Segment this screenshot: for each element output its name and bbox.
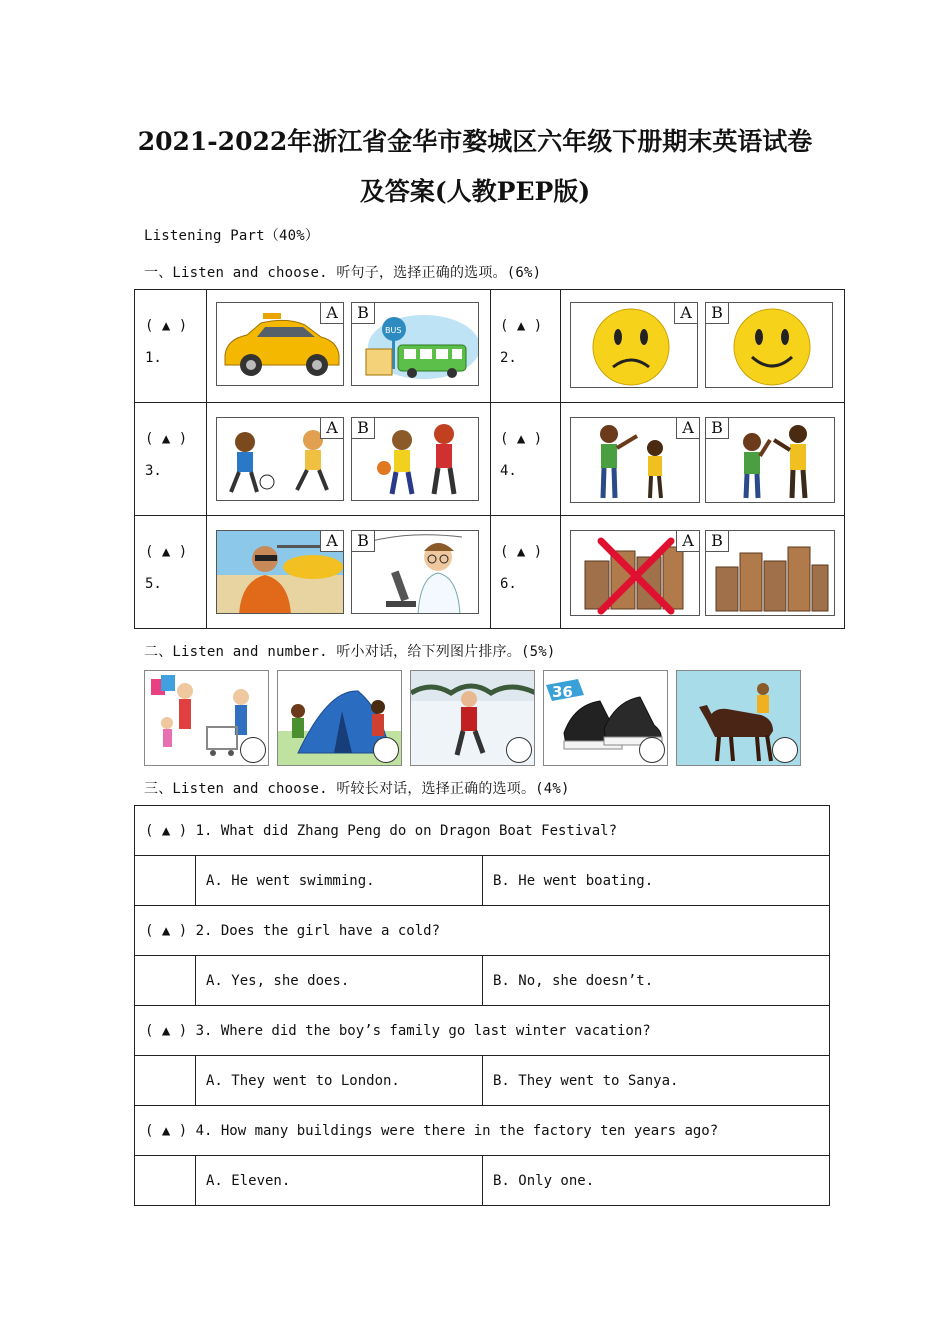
option-a[interactable]: A. Eleven. xyxy=(196,1156,483,1206)
number-circle[interactable] xyxy=(373,737,399,763)
blank-cell xyxy=(135,1056,196,1106)
option-b-label: B xyxy=(352,531,375,552)
number-circle[interactable] xyxy=(506,737,532,763)
table-row xyxy=(135,856,830,906)
bus-icon[interactable] xyxy=(351,302,479,386)
buildings-crossed-icon[interactable] xyxy=(570,530,700,616)
taxi-icon[interactable] xyxy=(216,302,344,386)
buildings-icon[interactable] xyxy=(705,530,835,616)
shoes-size-icon[interactable] xyxy=(543,670,668,766)
blank-cell xyxy=(135,856,196,906)
option-a-label: A xyxy=(320,418,343,439)
scientist-icon[interactable] xyxy=(351,530,479,614)
question-2: ( ▲ ) 2. xyxy=(500,318,543,366)
table-row xyxy=(135,906,830,956)
option-b[interactable]: B. No, she doesn’t. xyxy=(483,956,830,1006)
question-text: ( ▲ ) 2. Does the girl have a cold? xyxy=(135,906,830,956)
option-b[interactable]: B. He went boating. xyxy=(483,856,830,906)
option-b-label: B xyxy=(352,303,375,324)
boys-high-five-icon[interactable] xyxy=(705,417,835,503)
option-b[interactable]: B. They went to Sanya. xyxy=(483,1056,830,1106)
question-1: ( ▲ ) 1. xyxy=(145,318,188,366)
question-text: ( ▲ ) 1. What did Zhang Peng do on Dragon Boat Festival? xyxy=(135,806,830,856)
number-circle[interactable] xyxy=(639,737,665,763)
option-a[interactable]: A. Yes, she does. xyxy=(196,956,483,1006)
option-a-label: A xyxy=(674,303,697,324)
option-a-label: A xyxy=(320,303,343,324)
table-row xyxy=(135,806,830,856)
section1-table xyxy=(134,289,845,629)
blank-cell xyxy=(135,1156,196,1206)
page-title-line2: 及答案(人教PEP版) xyxy=(359,177,591,206)
blank-cell xyxy=(135,956,196,1006)
option-a[interactable]: A. He went swimming. xyxy=(196,856,483,906)
question-text: ( ▲ ) 3. Where did the boy’s family go last winter vacation? xyxy=(135,1006,830,1056)
option-b[interactable]: B. Only one. xyxy=(483,1156,830,1206)
option-a-label: A xyxy=(320,531,343,552)
table-row xyxy=(135,1156,830,1206)
option-b-label: B xyxy=(706,418,729,439)
kids-football-icon[interactable] xyxy=(216,417,344,501)
sad-face-icon[interactable] xyxy=(570,302,698,388)
shopping-family-icon[interactable] xyxy=(144,670,269,766)
table-row xyxy=(135,956,830,1006)
happy-face-icon[interactable] xyxy=(705,302,833,388)
pilot-icon[interactable] xyxy=(216,530,344,614)
section2-heading: 二、Listen and number. 听小对话，给下列图片排序。(5%) xyxy=(144,644,556,660)
option-b-label: B xyxy=(352,418,375,439)
page-title: 2021-2022年浙江省金华市婺城区六年级下册期末英语试卷 xyxy=(137,127,813,156)
option-b-label: B xyxy=(706,303,729,324)
question-6: ( ▲ ) 6. xyxy=(500,544,543,592)
horse-riding-icon[interactable] xyxy=(676,670,801,766)
svg-text:BUS: BUS xyxy=(385,326,402,335)
camping-tent-icon[interactable] xyxy=(277,670,402,766)
option-a[interactable]: A. They went to London. xyxy=(196,1056,483,1106)
section1-heading: 一、Listen and choose. 听句子，选择正确的选项。(6%) xyxy=(144,265,542,281)
question-3: ( ▲ ) 3. xyxy=(145,431,188,479)
table-row xyxy=(135,1056,830,1106)
listening-part-heading: Listening Part（40%） xyxy=(144,228,320,244)
section3-heading: 三、Listen and choose. 听较长对话，选择正确的选项。(4%) xyxy=(144,781,570,797)
boys-pointing-icon[interactable] xyxy=(570,417,700,503)
table-row xyxy=(135,1106,830,1156)
ice-skating-icon[interactable] xyxy=(410,670,535,766)
kids-basketball-icon[interactable] xyxy=(351,417,479,501)
shoe-size-label: 36 xyxy=(552,683,573,701)
number-circle[interactable] xyxy=(772,737,798,763)
question-4: ( ▲ ) 4. xyxy=(500,431,543,479)
table-row xyxy=(135,1006,830,1056)
question-5: ( ▲ ) 5. xyxy=(145,544,188,592)
option-a-label: A xyxy=(676,531,699,552)
number-circle[interactable] xyxy=(240,737,266,763)
section3-table xyxy=(134,805,830,1206)
option-b-label: B xyxy=(706,531,729,552)
question-text: ( ▲ ) 4. How many buildings were there in the factory ten years ago? xyxy=(135,1106,830,1156)
option-a-label: A xyxy=(676,418,699,439)
